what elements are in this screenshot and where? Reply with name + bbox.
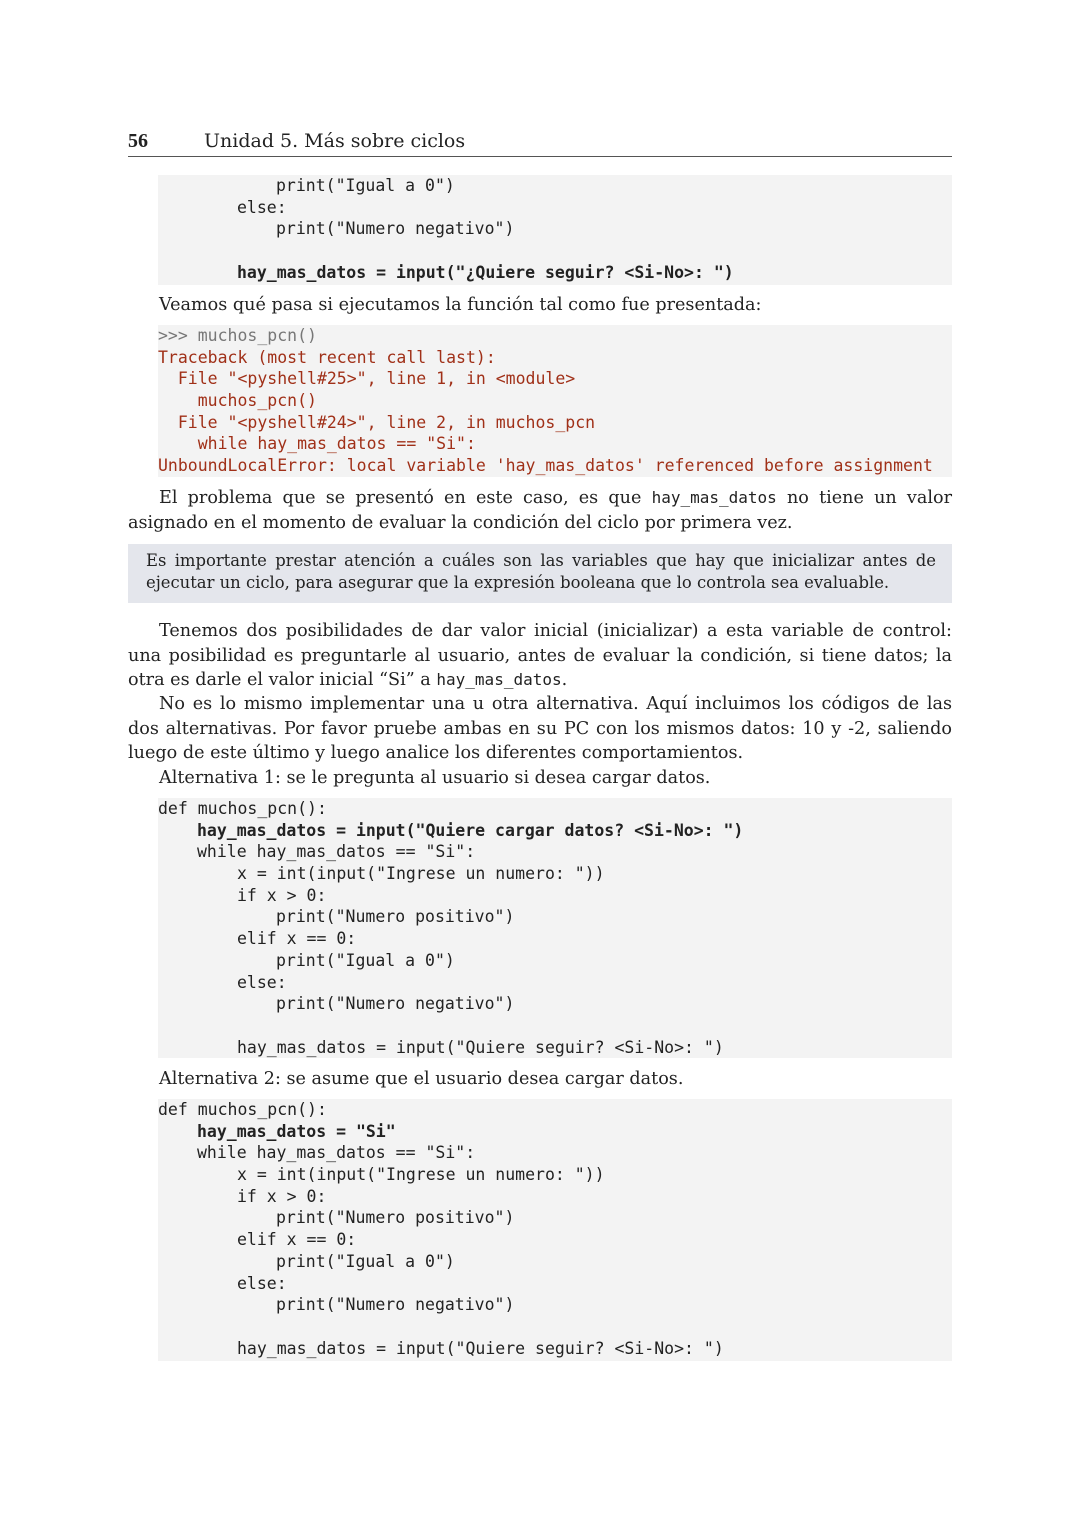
traceback-line: UnboundLocalError: local variable 'hay_mas_datos' referenced before assignment bbox=[158, 456, 933, 476]
code-line: hay_mas_datos = input("Quiere seguir? <Si-No>: ") bbox=[237, 1037, 724, 1057]
paragraph-intro: Veamos qué pasa si ejecutamos la función tal como fue presentada: bbox=[159, 295, 762, 315]
traceback-block bbox=[158, 325, 952, 477]
paragraph-options bbox=[128, 619, 952, 693]
code-line: if x > 0: bbox=[237, 885, 327, 905]
page-header bbox=[128, 130, 952, 157]
code-line: x = int(input("Ingrese un numero: ")) bbox=[237, 864, 605, 884]
alternative-1-label: Alternativa 1: se le pregunta al usuario si desea cargar datos. bbox=[159, 768, 711, 788]
traceback-line: Traceback (most recent call last): bbox=[158, 347, 496, 367]
code-line: def muchos_pcn(): bbox=[158, 1100, 327, 1119]
code-line: else: bbox=[237, 197, 287, 217]
code-line: def muchos_pcn(): bbox=[158, 799, 327, 818]
text-run: Tenemos dos posibilidades de dar valor inicial (inicializar) a esta variable de control: una posibilidad es preguntarle al usuario, antes de evaluar la condición, si tiene datos; la otra es darle el valor inicial “Si” a bbox=[128, 621, 952, 690]
code-line: print("Numero negativo") bbox=[276, 1295, 515, 1315]
code-blank-line bbox=[158, 1316, 952, 1338]
code-line: else: bbox=[237, 972, 287, 992]
code-line: while hay_mas_datos == "Si": bbox=[197, 842, 476, 862]
code-line: print("Numero negativo") bbox=[276, 219, 515, 239]
traceback-line: >>> muchos_pcn() bbox=[158, 326, 317, 345]
code-line: elif x == 0: bbox=[237, 929, 357, 949]
code-line: print("Igual a 0") bbox=[276, 950, 455, 970]
code-block-alternative-1 bbox=[158, 798, 952, 1058]
inline-code: hay_mas_datos bbox=[436, 670, 562, 689]
code-line: hay_mas_datos = input("Quiere cargar datos? <Si-No>: ") bbox=[197, 820, 744, 840]
code-line: print("Numero positivo") bbox=[276, 907, 515, 927]
code-line: else: bbox=[237, 1273, 287, 1293]
note-box bbox=[128, 544, 952, 603]
code-blank-line bbox=[158, 240, 952, 262]
traceback-line: while hay_mas_datos == "Si": bbox=[158, 434, 476, 454]
traceback-line: File "<pyshell#24>", line 2, in muchos_pcn bbox=[158, 412, 596, 432]
code-line: while hay_mas_datos == "Si": bbox=[197, 1143, 476, 1163]
code-line: print("Igual a 0") bbox=[276, 1251, 455, 1271]
traceback-line: File "<pyshell#25>", line 1, in <module> bbox=[158, 369, 576, 389]
traceback-line: muchos_pcn() bbox=[158, 391, 317, 411]
inline-code: hay_mas_datos bbox=[651, 488, 777, 507]
page-number: 56 bbox=[128, 130, 148, 152]
text-run: no tiene un valor asignado en el momento de evaluar la condición del ciclo por primera vez. bbox=[128, 488, 952, 533]
code-block-top bbox=[158, 175, 952, 285]
code-line: print("Numero negativo") bbox=[276, 994, 515, 1014]
code-line: elif x == 0: bbox=[237, 1230, 357, 1250]
paragraph-problem bbox=[128, 486, 952, 535]
code-line: print("Igual a 0") bbox=[276, 176, 455, 195]
paragraph-alternatives: No es lo mismo implementar una u otra alternativa. Aquí incluimos los códigos de las dos alternativas. Por favor pruebe ambas en su PC con los mismos datos: 10 y -2, saliendo luego de este último y luego analice los diferentes comportamientos. bbox=[128, 694, 952, 763]
note-text: Es importante prestar atención a cuáles son las variables que hay que inicializar antes de ejecutar un ciclo, para asegurar que la expresión booleana que lo controla sea evaluable. bbox=[146, 551, 936, 592]
code-block-alternative-2 bbox=[158, 1099, 952, 1361]
code-line: print("Numero positivo") bbox=[276, 1208, 515, 1228]
code-line: if x > 0: bbox=[237, 1186, 327, 1206]
code-line: x = int(input("Ingrese un numero: ")) bbox=[237, 1165, 605, 1185]
code-blank-line bbox=[158, 1015, 952, 1037]
text-run: El problema que se presentó en este caso, es que bbox=[159, 488, 652, 508]
code-line: hay_mas_datos = "Si" bbox=[197, 1121, 396, 1141]
code-line: hay_mas_datos = input("Quiere seguir? <Si-No>: ") bbox=[237, 1338, 724, 1358]
text-run: . bbox=[561, 670, 568, 690]
alternative-2-label: Alternativa 2: se asume que el usuario desea cargar datos. bbox=[159, 1069, 684, 1089]
code-line: hay_mas_datos = input("¿Quiere seguir? <Si-No>: ") bbox=[237, 262, 734, 282]
chapter-title: Unidad 5. Más sobre ciclos bbox=[204, 130, 466, 152]
